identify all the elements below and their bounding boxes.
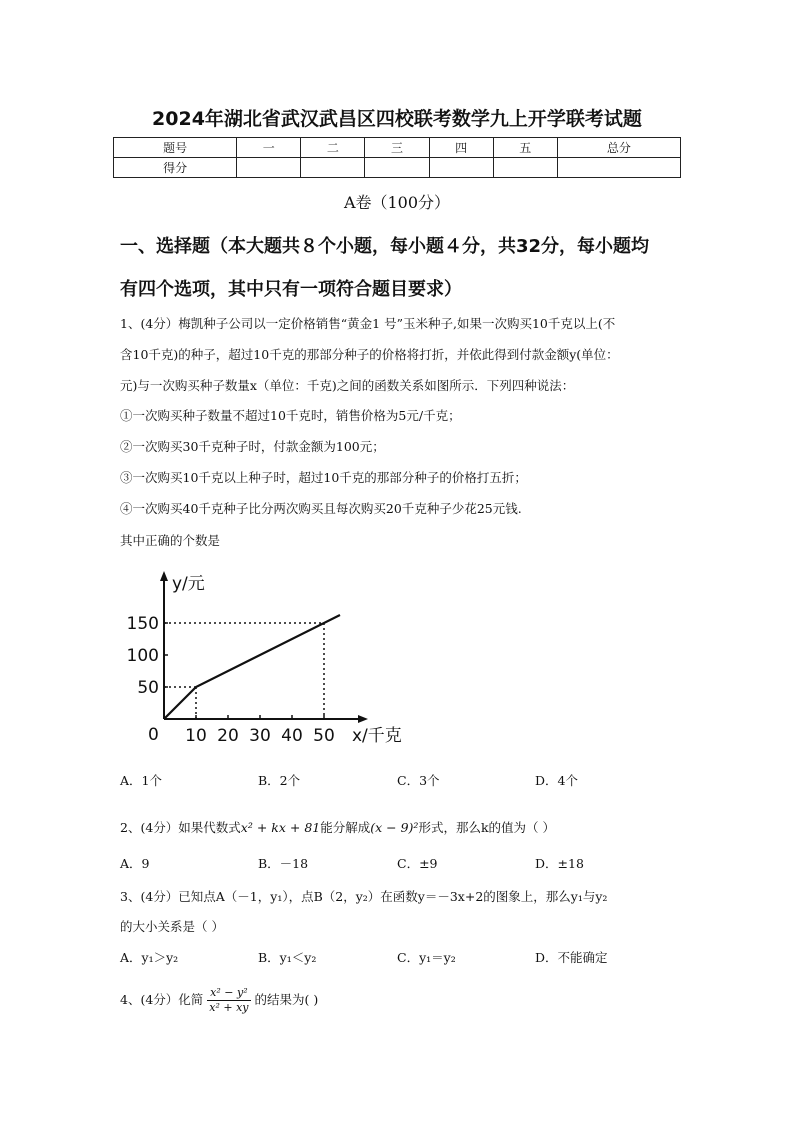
q3-option-a[interactable]: A．y₁＞y₂ bbox=[120, 950, 179, 965]
q4-denominator: x² + xy bbox=[209, 1001, 249, 1014]
score-cell[interactable] bbox=[557, 158, 680, 178]
y-axis-arrow bbox=[160, 571, 168, 581]
q1-option-d[interactable]: D．4个 bbox=[535, 773, 578, 788]
score-cell[interactable] bbox=[365, 158, 429, 178]
x-tick-label: 50 bbox=[313, 726, 335, 746]
q4-prefix: 4、(4分）化简 bbox=[120, 992, 204, 1007]
part1-heading-line1: 一、选择题（本大题共８个小题，每小题４分，共32分，每小题均 bbox=[120, 236, 650, 257]
q4-stem bbox=[120, 986, 318, 1015]
q1-stem-line1: 1、(4分）梅凯种子公司以一定价格销售“黄金1 号”玉米种子,如果一次购买10千克以上(不 bbox=[120, 316, 616, 331]
q2-option-c[interactable]: C．±9 bbox=[397, 856, 438, 871]
score-table-header-row bbox=[114, 138, 681, 158]
q1-statement-3: ③一次购买10千克以上种子时，超过10千克的那部分种子的价格打五折； bbox=[120, 470, 527, 485]
score-row-label: 得分 bbox=[114, 158, 237, 178]
score-header-cell: 题号 bbox=[114, 138, 237, 158]
q1-statement-2: ②一次购买30千克种子时，付款金额为100元； bbox=[120, 439, 385, 454]
score-table bbox=[113, 137, 681, 178]
q1-option-b[interactable]: B．2个 bbox=[258, 773, 301, 788]
score-header-cell: 五 bbox=[493, 138, 557, 158]
q3-stem-line1: 3、(4分）已知点A（－1，y₁），点B（2，y₂）在函数y＝－3x+2的图象上，那么y₁与y₂ bbox=[120, 889, 608, 904]
q2-expression-2: (x − 9)² bbox=[370, 820, 419, 835]
q2-suffix: 形式，那么k的值为（ ） bbox=[418, 820, 555, 835]
exam-title: 2024年湖北省武汉武昌区四校联考数学九上开学联考试题 bbox=[152, 108, 642, 130]
section-a-title: A卷（100分） bbox=[343, 193, 451, 212]
q2-option-a[interactable]: A．9 bbox=[120, 856, 150, 871]
y-tick-label: 50 bbox=[137, 678, 159, 698]
score-cell[interactable] bbox=[237, 158, 301, 178]
q1-option-a[interactable]: A．1个 bbox=[120, 773, 162, 788]
q4-numerator: x² − y² bbox=[207, 986, 250, 1001]
score-header-cell: 三 bbox=[365, 138, 429, 158]
origin-label: 0 bbox=[148, 725, 159, 745]
q3-option-d[interactable]: D．不能确定 bbox=[535, 950, 608, 965]
x-tick-label: 10 bbox=[185, 726, 207, 746]
q3-option-c[interactable]: C．y₁＝y₂ bbox=[397, 950, 456, 965]
y-tick-label: 100 bbox=[126, 646, 159, 666]
q2-prefix: 2、(4分）如果代数式 bbox=[120, 820, 241, 835]
score-cell[interactable] bbox=[301, 158, 365, 178]
q1-statement-4: ④一次购买40千克种子比分两次购买且每次购买20千克种子少花25元钱. bbox=[120, 501, 522, 516]
q4-suffix: 的结果为( ) bbox=[254, 992, 319, 1007]
x-tick-label: 20 bbox=[217, 726, 239, 746]
x-tick-label: 40 bbox=[281, 726, 303, 746]
price-function-graph bbox=[120, 565, 410, 755]
series-line bbox=[164, 615, 340, 719]
q1-statement-1: ①一次购买种子数量不超过10千克时，销售价格为5元/千克； bbox=[120, 408, 461, 423]
q1-stem-line2: 含10千克)的种子，超过10千克的那部分种子的价格将打折，并依此得到付款金额y(单位： bbox=[120, 347, 619, 362]
score-cell[interactable] bbox=[493, 158, 557, 178]
x-axis-label: x/千克 bbox=[352, 726, 402, 746]
q3-option-b[interactable]: B．y₁＜y₂ bbox=[258, 950, 317, 965]
part1-heading-line2: 有四个选项，其中只有一项符合题目要求） bbox=[120, 279, 462, 300]
q1-stem-line3: 元)与一次购买种子数量x（单位：千克)之间的函数关系如图所示．下列四种说法： bbox=[120, 378, 575, 393]
score-header-cell: 总分 bbox=[557, 138, 680, 158]
q4-fraction bbox=[207, 986, 250, 1015]
q2-option-b[interactable]: B．－18 bbox=[258, 856, 309, 871]
x-tick-label: 30 bbox=[249, 726, 271, 746]
q2-expression-1: x² + kx + 81 bbox=[240, 820, 321, 835]
y-axis-label: y/元 bbox=[172, 574, 205, 594]
q2-stem bbox=[120, 818, 555, 836]
score-table-score-row bbox=[114, 158, 681, 178]
score-header-cell: 一 bbox=[237, 138, 301, 158]
x-axis-arrow bbox=[358, 715, 368, 723]
score-header-cell: 二 bbox=[301, 138, 365, 158]
score-cell[interactable] bbox=[429, 158, 493, 178]
q2-mid: 能分解成 bbox=[320, 820, 371, 835]
q1-question: 其中正确的个数是 bbox=[120, 533, 221, 548]
q1-option-c[interactable]: C．3个 bbox=[397, 773, 440, 788]
y-tick-label: 150 bbox=[126, 614, 159, 634]
score-header-cell: 四 bbox=[429, 138, 493, 158]
q2-option-d[interactable]: D．±18 bbox=[535, 856, 584, 871]
q3-stem-line2: 的大小关系是（ ） bbox=[120, 919, 224, 934]
